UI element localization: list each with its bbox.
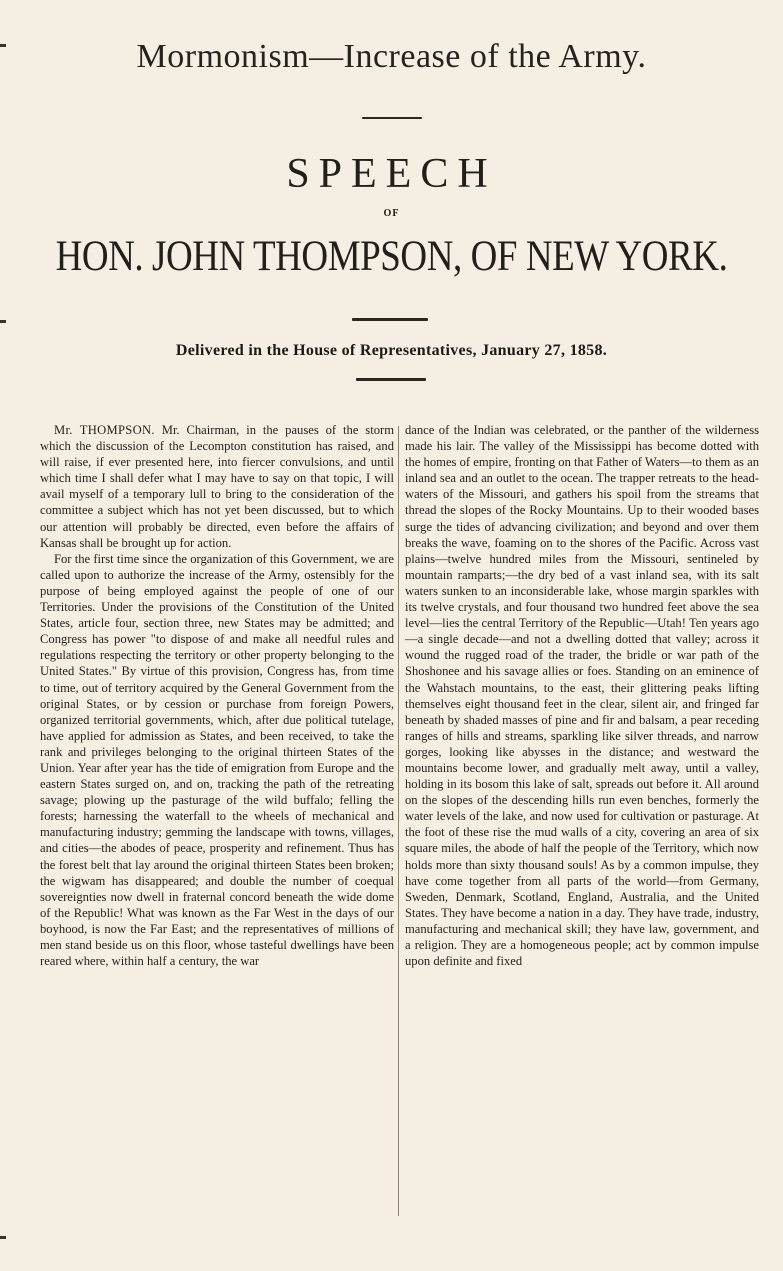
page-header-title: Mormonism—Increase of the Army. — [136, 38, 647, 75]
delivery-note: Delivered in the House of Representatives, January 27, 1858. — [175, 342, 608, 359]
speaker-name-line: HON. JOHN THOMPSON, OF NEW YORK. — [55, 233, 728, 280]
title-divider — [352, 318, 428, 321]
paragraph — [40, 422, 394, 551]
of-label: OF — [383, 208, 400, 219]
body-divider — [356, 378, 426, 381]
speech-heading: SPEECH — [286, 151, 497, 197]
speaker-intro: Mr. THOMPSON. — [54, 423, 155, 437]
paragraph-text: Mr. Chairman, in the pauses of the storm which the discussion of the Lecompton constitution has raised, and will raise, if ever presented here, into fiercer convulsions, and until which time I shall defer what I may have to say on that topic, I will avail myself of a temporary lull to bring to the consideration of the committee a subject which has not yet been discussed, but to which our attention will probably be directed, even before the affairs of Kansas shall be brought up for action. — [40, 423, 394, 550]
header-divider — [362, 117, 422, 119]
page-edge-mark — [0, 1236, 6, 1239]
right-text-column — [405, 422, 759, 969]
left-text-column — [40, 422, 394, 969]
column-divider — [398, 426, 399, 1216]
page-edge-mark — [0, 320, 6, 323]
paragraph: dance of the Indian was celebrated, or the panther of the wilderness made his lair. The valley of the Mississippi has become dotted with the homes of empire, fronting on that Father of Waters—to them as an inland sea and an outlet to the ocean. The trapper retreats to the head-waters of the Missouri, and gathers his spoil from the streams that thread the slopes of the Rocky Mountains. Up to their wooded bases surge the tides of advancing civilization; and beyond and over them breaks the wave, foaming on to the shores of the Pacific. Across vast plains—twelve hundred miles from the Missouri, sentineled by mountain ramparts;—the dry bed of a vast inland sea, with its salt waters sunken to an inconsiderable lake, whose margin sparkles with its twelve crystals, and four thousand two hundred feet above the sea level—lies the central Territory of the Republic—Utah! Ten years ago—a single decade—and not a dwelling dotted that valley; across it wound the rugged road of the trader, the bridle or war path of the Shoshonee and his savage allies or foes. Standing on an eminence of the Wahstach mountains, to the east, their glittering peaks lifting themselves eight thousand feet in the clear, silent air, and fringed far beneath by shaded masses of pine and fir and balsam, a pear receding ranges of hills and streams, sparkling like silver threads, and narrow gorges, looking like abysses in the distance; and westward the mountains become lower, and gradually melt away, until a valley, holding in its bosom this lake of salt, spreads out before it. All around on the slopes of the descending hills run even benches, formerly the water levels of the lake, and now used for cultivation or pasturage. At the foot of these rise the mud walls of a city, covering an area of six square miles, the abode of half the people of the Territory, which now holds more than sixty thousand souls! As by a common impulse, they have come together from all parts of the world—from Germany, Sweden, Denmark, Scotland, England, Australia, and the United States. They have become a nation in a day. They have trade, industry, manufacturing and mechanical skill; they have law, government, and a religion. They are a homogeneous people; act by common impulse upon definite and fixed — [405, 423, 759, 969]
paragraph: For the first time since the organization of this Government, we are called upon to authorize the increase of the Army, ostensibly for the purpose of being employed against the people of one of our Territories. Under the provisions of the Constitution of the United States, article four, section three, new States may be admitted; and Congress has power "to dispose of and make all needful rules and regulations respecting the territory or other property belonging to the United States." By virtue of this provision, Congress has, from time to time, out of territory acquired by the General Government from the original States, or by cession or purchase from foreign Powers, organized territorial governments, which, after due political tutelage, have applied for admission as States, and been received, to take the rank and privileges belonging to the original thirteen States of the Union. Year after year has the tide of emigration from Europe and the eastern States surged on, and on, tracking the path of the retreating savage; plowing up the pasturage of the wild buffalo; felling the forests; harnessing the waterfall to the wheels of mechanical and manufacturing industry; gemming the landscape with towns, villages, and cities—the abodes of peace, prosperity and refinement. Thus has the forest belt that lay around the original thirteen States been broken; the wigwam has disappeared; and double the number of coequal sovereignties now dwell in fraternal concord beneath the wide dome of the Republic! What was known as the Far West in the days of our boyhood, is now the Far East; and the representatives of millions of men stand beside us on this floor, whose tasteful dwellings have been reared where, within half a century, the war — [40, 551, 394, 969]
